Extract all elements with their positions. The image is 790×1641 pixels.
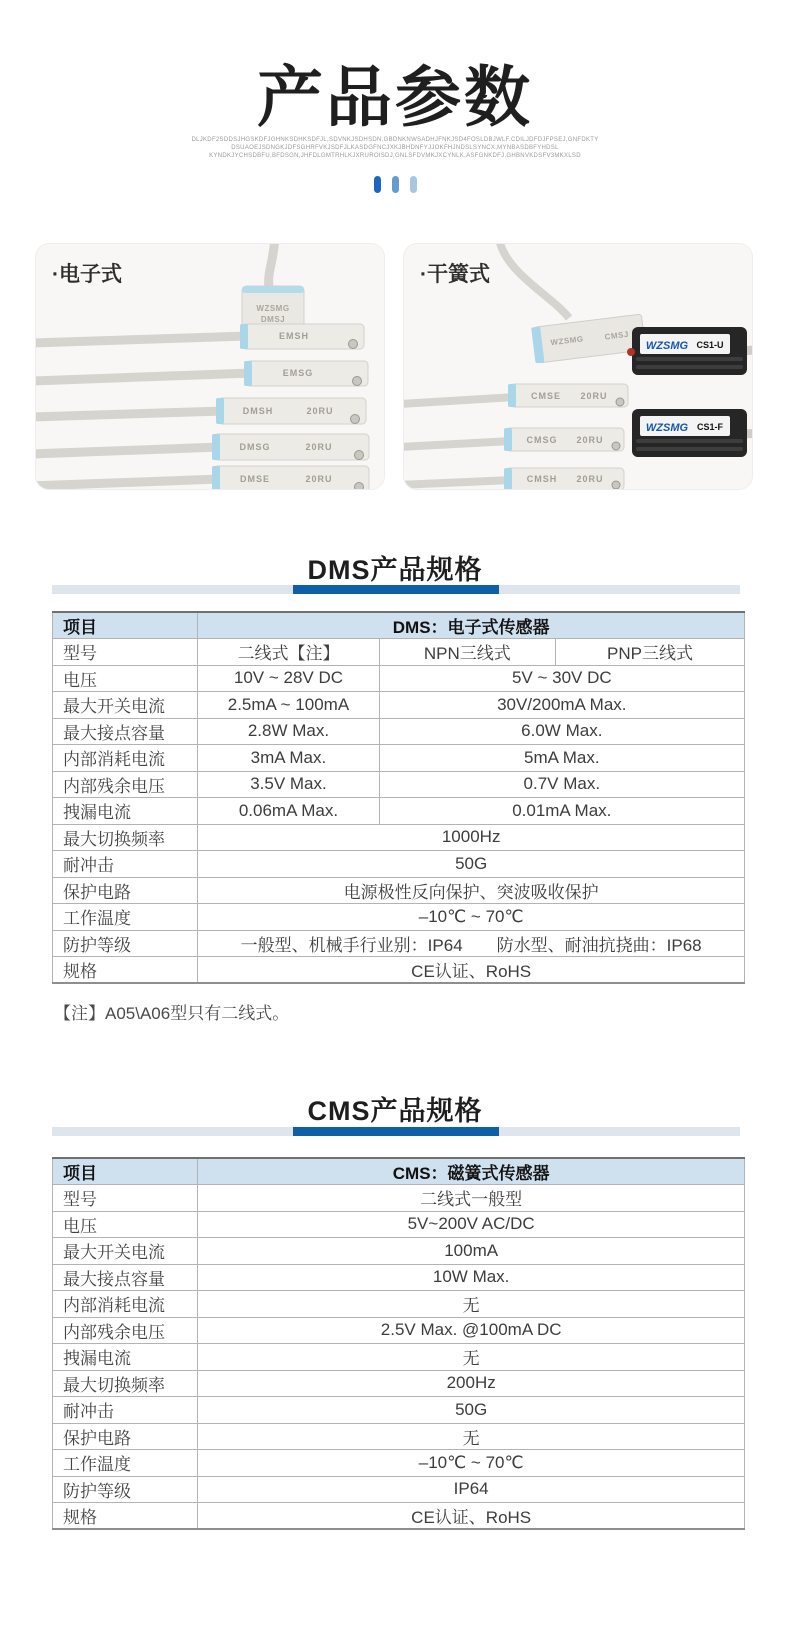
sensor-label: CMSG: [526, 435, 558, 445]
subtitle-line: DLJKDF2SDDSJHGSKDFJGHNKSDHKSDFJL,SDVNKJSDHSDN,GBDNKNWSADHJFNKJSD4FOSLDBJWLF.CDILJDFDJFPSEJ,GNFDKTY: [191, 137, 599, 143]
spec-label-cell: 内部消耗电流: [53, 1291, 198, 1318]
spec-label-cell: 拽漏电流: [53, 1344, 198, 1371]
spec-label-cell: 电压: [53, 1211, 198, 1238]
sensor-ridge: [636, 447, 743, 451]
spec-label-cell: 最大接点容量: [53, 718, 198, 745]
sensor-ridge: [636, 439, 743, 443]
cable-line: [404, 480, 512, 485]
spec-label-cell: 拽漏电流: [53, 798, 198, 825]
sensor-label: 20RU: [576, 435, 604, 445]
sensor-label: WZSMG: [550, 334, 585, 348]
table-row: [53, 824, 745, 851]
page-title: 产品参数: [257, 60, 533, 134]
sensor-ridge: [636, 357, 743, 361]
spec-value-cell: 二线式一般型: [198, 1185, 745, 1212]
table-row: [53, 1503, 745, 1530]
cable-line: [404, 441, 512, 447]
table-row: [53, 798, 745, 825]
spec-value-cell: 50G: [198, 1397, 745, 1424]
spec-label-cell: 规格: [53, 957, 198, 984]
spec-label-cell: 型号: [53, 639, 198, 666]
spec-label-cell: 工作温度: [53, 904, 198, 931]
table-row: [53, 1185, 745, 1212]
spec-label-cell: 最大切换频率: [53, 824, 198, 851]
spec-value-cell: 一般型、机械手行业别：IP64 防水型、耐油抗挠曲：IP68: [198, 930, 745, 957]
spec-value-cell: 0.7V Max.: [379, 771, 744, 798]
table-row: [53, 1211, 745, 1238]
dot-icon: [374, 176, 381, 193]
spec-value-cell: 3mA Max.: [198, 745, 379, 772]
spec-label-cell: 型号: [53, 1185, 198, 1212]
table-row: [53, 1370, 745, 1397]
cable-line: [36, 411, 224, 417]
sensor-label: WZSMG: [645, 422, 689, 434]
cable-line: [499, 244, 569, 318]
table-row: [53, 1450, 745, 1477]
screw-icon: [612, 442, 620, 450]
spec-label-cell: 最大接点容量: [53, 1264, 198, 1291]
sensor-clip: [508, 384, 516, 407]
cable-line: [36, 373, 252, 381]
spec-label-cell: 最大开关电流: [53, 1238, 198, 1265]
card-label-electronic: ·电子式: [52, 263, 122, 286]
led-indicator: [627, 348, 635, 356]
spec-value-cell: –10℃ ~ 70℃: [198, 1450, 745, 1477]
table-row: [53, 1238, 745, 1265]
spec-value-cell: 0.06mA Max.: [198, 798, 379, 825]
spec-value-cell: 10W Max.: [198, 1264, 745, 1291]
table-row: [53, 1344, 745, 1371]
header-item-cell: 项目: [53, 1158, 198, 1185]
card-label-reed: ·干簧式: [420, 263, 490, 286]
divider-accent: [293, 1127, 499, 1136]
spec-value-cell: 2.5mA ~ 100mA: [198, 692, 379, 719]
sensor-label: WZSMG: [256, 304, 290, 313]
sensor-label: 20RU: [306, 406, 334, 416]
sensor-body: [218, 398, 366, 424]
spec-label-cell: 防护等级: [53, 1476, 198, 1503]
sensor-label: CMSH: [526, 474, 558, 484]
decor-dots: [0, 176, 790, 193]
spec-value-cell: 100mA: [198, 1238, 745, 1265]
sensor-clip: [240, 324, 248, 349]
table-row: [53, 1476, 745, 1503]
spec-label-cell: 耐冲击: [53, 851, 198, 878]
sensor-clip: [212, 434, 220, 460]
sensor-clip: [244, 361, 252, 386]
header-title-cell: DMS：电子式传感器: [198, 612, 745, 639]
cable-line: [404, 397, 516, 404]
table-row: [53, 957, 745, 984]
sensor-clip: [242, 286, 304, 293]
table-header-row: [53, 1158, 745, 1185]
subtitle-line: DSUAOEJSDNGKJDFSGHRFVKJSDFJLKASDGFNCJXKJBHDNFYJJOKFHJNDSLSYNCX,MYNBASDBFYHDSL: [231, 145, 559, 151]
spec-value-cell: CE认证、RoHS: [198, 1503, 745, 1530]
screw-icon: [355, 483, 364, 491]
header-item-cell: 项目: [53, 612, 198, 639]
table-row: [53, 718, 745, 745]
table-row: [53, 1264, 745, 1291]
screw-icon: [612, 481, 620, 489]
sensor-label: WZSMG: [645, 340, 689, 352]
sensor-body-group: [531, 314, 646, 363]
spec-value-cell: 10V ~ 28V DC: [198, 665, 379, 692]
sensor-label: EMSG: [282, 368, 314, 378]
spec-label-cell: 保护电路: [53, 877, 198, 904]
screw-icon: [355, 451, 364, 460]
sensor-clip: [504, 428, 512, 451]
sensor-label: CMSJ: [604, 329, 630, 342]
spec-label-cell: 内部残余电压: [53, 771, 198, 798]
divider-accent: [293, 585, 499, 594]
table-row: [53, 639, 745, 666]
spec-table: [52, 611, 745, 984]
sensor-label: CS1-F: [696, 422, 724, 432]
cms-spec-table: [52, 1157, 745, 1530]
sensor-label: 20RU: [580, 391, 608, 401]
table-row: [53, 877, 745, 904]
sensor-body: [506, 468, 624, 490]
spec-label-cell: 耐冲击: [53, 1397, 198, 1424]
sensor-label: EMSH: [278, 331, 310, 341]
cable-line: [36, 479, 220, 486]
spec-label-cell: 规格: [53, 1503, 198, 1530]
spec-value-cell: 电源极性反向保护、突波吸收保护: [198, 877, 745, 904]
table-row: [53, 745, 745, 772]
sensor-label: CS1-U: [696, 340, 724, 350]
spec-value-cell: 2.5V Max. @100mA DC: [198, 1317, 745, 1344]
table-row: [53, 665, 745, 692]
spec-label-cell: 电压: [53, 665, 198, 692]
sensor-label: 20RU: [576, 474, 604, 484]
spec-value-cell: CE认证、RoHS: [198, 957, 745, 984]
table-row: [53, 851, 745, 878]
spec-value-cell: 30V/200mA Max.: [379, 692, 744, 719]
spec-value-cell: 5V ~ 30V DC: [379, 665, 744, 692]
spec-label-cell: 内部残余电压: [53, 1317, 198, 1344]
screw-icon: [616, 398, 624, 406]
spec-value-cell: 3.5V Max.: [198, 771, 379, 798]
sensor-clip: [504, 468, 512, 490]
cable-line: [36, 447, 220, 454]
sensor-label: CMSE: [530, 391, 562, 401]
screw-icon: [349, 340, 358, 349]
spec-value-cell: 无: [198, 1291, 745, 1318]
sensor-label: 20RU: [305, 442, 333, 452]
dms-note: 【注】A05\A06型只有二线式。: [54, 1004, 290, 1023]
spec-value-cell: NPN三线式: [379, 639, 555, 666]
sensor-clip: [212, 466, 220, 490]
sensor-label: DMSG: [239, 442, 271, 452]
table-row: [53, 1423, 745, 1450]
table-row: [53, 1317, 745, 1344]
screw-icon: [353, 377, 362, 386]
table-row: [53, 1397, 745, 1424]
section-title-dms: DMS产品规格: [307, 555, 483, 585]
table-row: [53, 1291, 745, 1318]
spec-value-cell: –10℃ ~ 70℃: [198, 904, 745, 931]
spec-value-cell: 无: [198, 1423, 745, 1450]
table-row: [53, 771, 745, 798]
cable-line: [36, 336, 248, 343]
spec-value-cell: 0.01mA Max.: [379, 798, 744, 825]
cable-line: [269, 244, 275, 288]
sensor-body: [510, 384, 628, 407]
table-header-row: [53, 612, 745, 639]
header-title-cell: CMS：磁簧式传感器: [198, 1158, 745, 1185]
section-title-cms: CMS产品规格: [307, 1096, 483, 1126]
spec-label-cell: 内部消耗电流: [53, 745, 198, 772]
spec-label-cell: 最大切换频率: [53, 1370, 198, 1397]
sensor-label: DMSJ: [260, 315, 286, 324]
section-divider: [52, 585, 740, 594]
sensor-label: DMSH: [242, 406, 274, 416]
spec-value-cell: 无: [198, 1344, 745, 1371]
subtitle-line: KYNDKJYCHSDBFU,BFDSGN,JHFDLGMTRHLKJXRUROISDJ,GNLSFDVMKJXCYNLK,ASFGNKDFJ,GHBNVKDSFV3MKXLSD: [209, 153, 581, 159]
sensor-label: DMSE: [239, 474, 271, 484]
spec-value-cell: 5mA Max.: [379, 745, 744, 772]
spec-value-cell: PNP三线式: [556, 639, 745, 666]
sensor-body: [214, 466, 369, 490]
spec-label-cell: 防护等级: [53, 930, 198, 957]
dot-icon: [392, 176, 399, 193]
spec-label-cell: 最大开关电流: [53, 692, 198, 719]
table-row: [53, 904, 745, 931]
product-card-reed: [403, 243, 753, 490]
dot-icon: [410, 176, 417, 193]
spec-value-cell: 2.8W Max.: [198, 718, 379, 745]
section-divider: [52, 1127, 740, 1136]
table-row: [53, 930, 745, 957]
spec-value-cell: 50G: [198, 851, 745, 878]
sensor-body: [214, 434, 369, 460]
spec-label-cell: 保护电路: [53, 1423, 198, 1450]
sensor-ridge: [636, 365, 743, 369]
table-row: [53, 692, 745, 719]
subtitle-text: [115, 136, 675, 160]
sensor-label: 20RU: [305, 474, 333, 484]
dms-spec-table: [52, 611, 745, 984]
spec-value-cell: 二线式【注】: [198, 639, 379, 666]
spec-label-cell: 工作温度: [53, 1450, 198, 1477]
spec-value-cell: 5V~200V AC/DC: [198, 1211, 745, 1238]
spec-value-cell: IP64: [198, 1476, 745, 1503]
sensor-body: [506, 428, 624, 451]
sensor-clip: [216, 398, 224, 424]
spec-value-cell: 6.0W Max.: [379, 718, 744, 745]
spec-value-cell: 200Hz: [198, 1370, 745, 1397]
spec-table: [52, 1157, 745, 1530]
screw-icon: [351, 415, 360, 424]
product-card-electronic: [35, 243, 385, 490]
spec-value-cell: 1000Hz: [198, 824, 745, 851]
